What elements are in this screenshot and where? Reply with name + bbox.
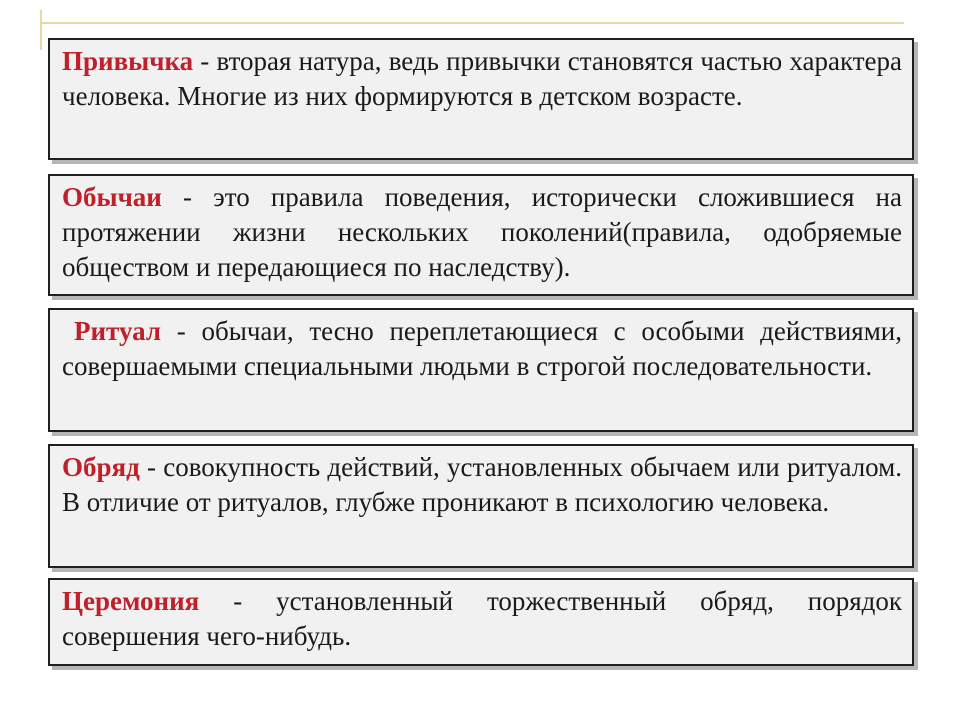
definition-card-ritual <box>48 308 914 432</box>
definition-rite: - совокупность действий, установленных обычаем или ритуалом. В отличие от ритуалов, глубже проникают в психологию человека. <box>62 452 902 517</box>
definition-card-rite <box>48 444 914 568</box>
definition-card-ceremony <box>48 578 914 666</box>
term-habit: Привычка <box>62 46 194 76</box>
accent-line-vertical <box>40 10 42 50</box>
term-ceremony: Церемония <box>62 586 200 616</box>
definition-ritual: - обычаи, тесно переплетающиеся с особыми действиями, совершаемыми специальными людьми в строгой последовательности. <box>62 316 902 381</box>
term-customs: Обычаи <box>62 182 162 212</box>
definition-ceremony: - установленный торжественный обряд, порядок совершения чего-нибудь. <box>62 586 902 651</box>
definition-habit: - вторая натура, ведь привычки становятся частью характера человека. Многие из них формируются в детском возрасте. <box>62 46 902 111</box>
definition-card-customs <box>48 174 914 296</box>
definition-card-habit <box>48 38 914 160</box>
term-rite: Обряд <box>62 452 140 482</box>
definition-customs: - это правила поведения, исторически сложившиеся на протяжении жизни нескольких поколений(правила, одобряемые обществом и передающиеся по наследству). <box>62 182 902 282</box>
term-ritual: Ритуал <box>74 316 161 346</box>
accent-line-horizontal <box>40 22 904 24</box>
